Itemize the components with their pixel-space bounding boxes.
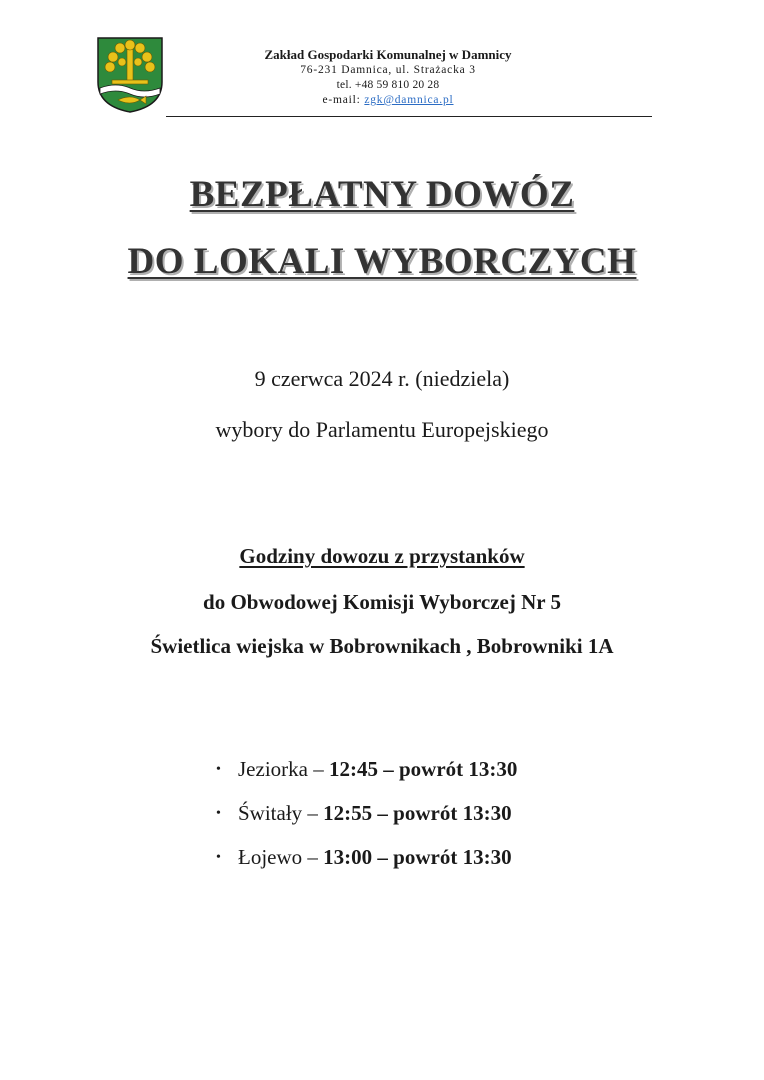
- email-label: e-mail:: [322, 94, 361, 106]
- schedule-heading: Godziny dowozu z przystanków: [239, 544, 525, 568]
- organization-email: [160, 93, 616, 108]
- departure-time: 13:00: [323, 845, 373, 869]
- return-label: powrót: [393, 845, 458, 869]
- dash: –: [302, 801, 324, 825]
- return-time: 13:30: [462, 801, 512, 825]
- dash: –: [372, 845, 394, 869]
- stop-name: Jeziorka: [238, 757, 308, 781]
- title-line-1: BEZPŁATNY DOWÓZ: [189, 174, 575, 215]
- coat-of-arms-icon: [96, 36, 164, 114]
- organization-name: Zakład Gospodarki Komunalnej w Damnicy: [264, 47, 512, 62]
- letterhead: [160, 47, 616, 108]
- email-link[interactable]: zgk@damnica.pl: [364, 94, 454, 106]
- bullet-icon: •: [216, 806, 221, 821]
- list-item: [216, 756, 517, 800]
- dash: –: [302, 845, 324, 869]
- list-item: [216, 800, 517, 844]
- dash: –: [377, 757, 399, 781]
- return-label: powrót: [398, 757, 464, 781]
- return-time: 13:30: [462, 845, 512, 869]
- election-name: wybory do Parlamentu Europejskiego: [215, 417, 549, 442]
- election-date: 9 czerwca 2024 r. (niedziela): [254, 366, 510, 391]
- stops-list: [216, 756, 517, 888]
- dash: –: [307, 757, 329, 781]
- title-line-2: DO LOKALI WYBORCZYCH: [127, 241, 637, 282]
- list-item: [216, 844, 517, 888]
- organization-phone: tel. +48 59 810 20 28: [336, 79, 440, 91]
- departure-time: 12:45: [328, 757, 378, 781]
- return-time: 13:30: [468, 757, 518, 781]
- organization-address: 76-231 Damnica, ul. Strażacka 3: [300, 64, 476, 76]
- polling-location: Świetlica wiejska w Bobrownikach , Bobrowniki 1A: [150, 634, 614, 658]
- dash: –: [372, 801, 394, 825]
- bullet-icon: •: [216, 762, 221, 777]
- bullet-icon: •: [216, 850, 221, 865]
- stop-name: Łojewo: [238, 845, 303, 869]
- return-label: powrót: [393, 801, 458, 825]
- commission-name: do Obwodowej Komisji Wyborczej Nr 5: [203, 590, 561, 614]
- letterhead-divider: [166, 116, 652, 117]
- stop-name: Świtały: [238, 801, 303, 825]
- departure-time: 12:55: [323, 801, 373, 825]
